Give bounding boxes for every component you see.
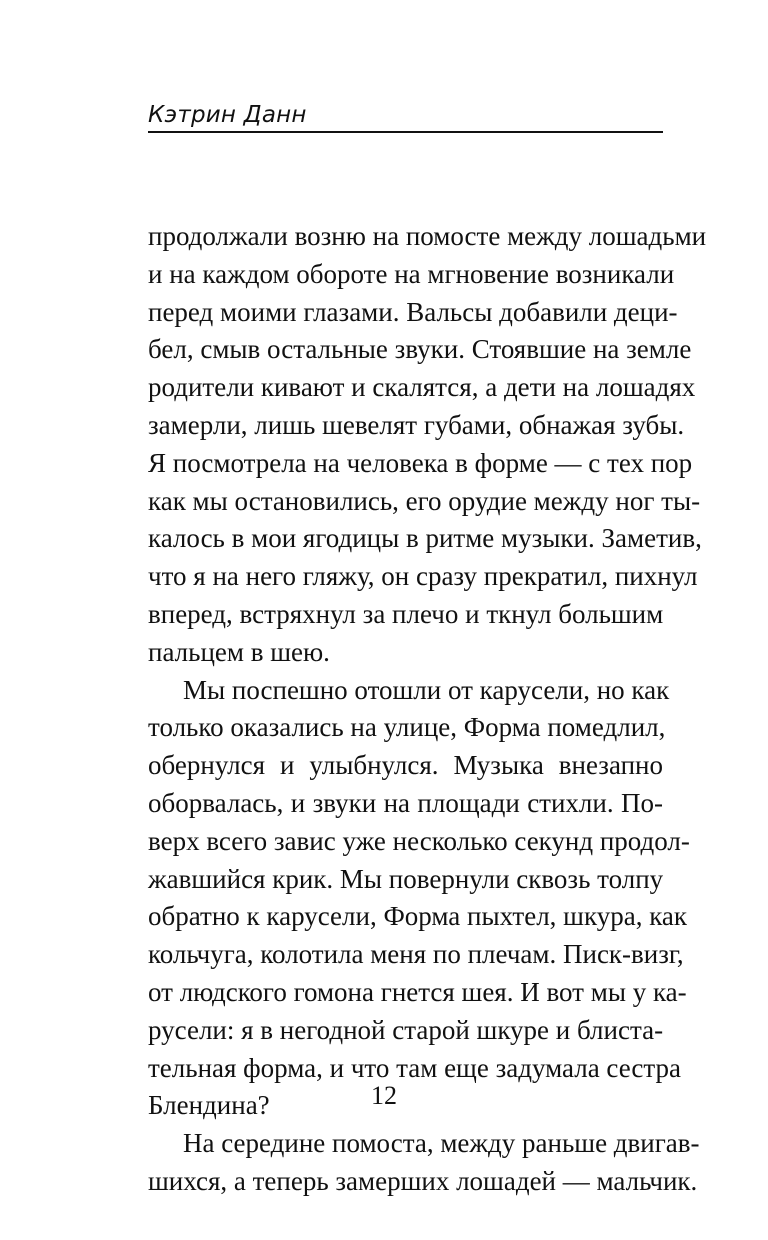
text-line: Мы поспешно отошли от карусели, но как: [183, 674, 670, 705]
text-line: обратно к карусели, Форма пыхтел, шкура, как: [148, 901, 687, 932]
text-line: русели: я в негодной старой шкуре и блиста-: [148, 1014, 664, 1045]
paragraph: [148, 218, 707, 672]
text-line: родители кивают и скалятся, а дети на лошадях: [148, 372, 696, 403]
text-line: замерли, лишь шевелят губами, обнажая зубы.: [148, 409, 685, 440]
text-line: калось в мои ягодицы в ритме музыки. Заметив,: [148, 523, 702, 554]
text-line: продолжали возню на помосте между лошадьми: [148, 221, 707, 251]
text-line: только оказались на улице, Форма помедлил,: [148, 712, 666, 743]
text-line: оборвалась, и звуки на площади стихли. По-: [148, 787, 663, 818]
running-head: Кэтрин Данн: [148, 102, 307, 128]
text-line: жавшийся крик. Мы повернули сквозь толпу: [148, 863, 664, 894]
text-line: обернулся и улыбнулся. Музыка внезапно: [148, 750, 663, 781]
text-line: что я на него гляжу, он сразу прекратил, пихнул: [148, 561, 698, 592]
page-number: 12: [371, 1081, 397, 1110]
text-line: вперед, встряхнул за плечо и ткнул большим: [148, 598, 664, 629]
text-line: тельная форма, и что там еще задумала сестра: [148, 1052, 681, 1083]
text-line: шихся, а теперь замерших лошадей — мальчик.: [148, 1165, 698, 1196]
text-line: верх всего завис уже несколько секунд продол-: [148, 825, 690, 856]
text-line: перед моими глазами. Вальсы добавили деци-: [148, 296, 678, 327]
text-line: кольчуга, колотила меня по плечам. Писк-визг,: [148, 939, 684, 970]
header-rule: [148, 131, 663, 133]
text-line: Блендина?: [148, 1090, 270, 1121]
text-line: как мы остановились, его орудие между ног ты-: [148, 485, 701, 516]
text-line: от людского гомона гнется шея. И вот мы у ка-: [148, 976, 687, 1007]
paragraph: [148, 672, 690, 1126]
text-line: На середине помоста, между раньше двигав-: [183, 1128, 700, 1159]
text-line: пальцем в шею.: [148, 636, 330, 667]
page-text: [148, 218, 707, 1201]
text-line: Я посмотрела на человека в форме — с тех пор: [148, 447, 693, 478]
paragraph: [148, 1125, 700, 1201]
text-line: бел, смыв остальные звуки. Стоявшие на земле: [148, 334, 692, 365]
text-line: и на каждом обороте на мгновение возникали: [148, 258, 675, 289]
